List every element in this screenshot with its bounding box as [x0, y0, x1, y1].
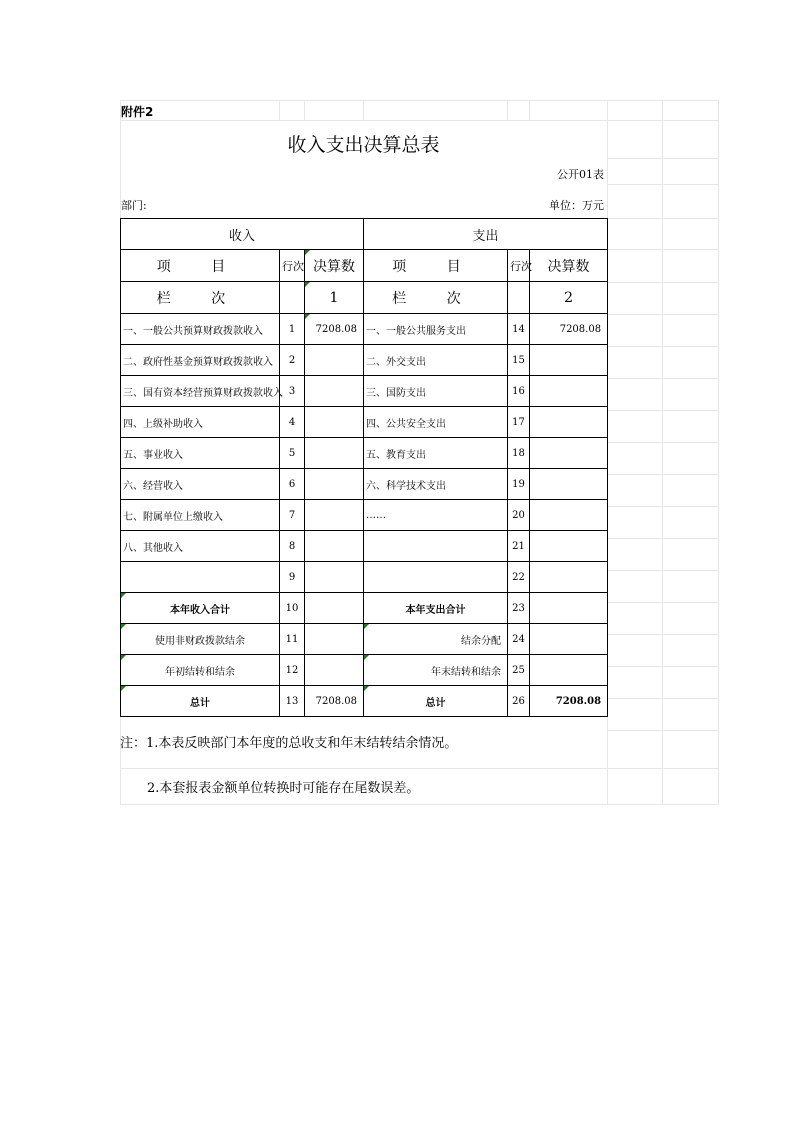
table-row [121, 624, 608, 655]
gridline [120, 768, 719, 769]
expense-line-cell: 17 [508, 407, 530, 438]
income-item-cell: 总计 [121, 686, 280, 717]
income-item-cell: 七、附属单位上缴收入 [121, 500, 280, 531]
gridline [507, 100, 508, 120]
header-text: 项 目 [156, 258, 244, 275]
expense-amount-cell [530, 469, 608, 500]
empty-cell [508, 282, 530, 314]
table-row [121, 376, 608, 407]
income-item-cell: 本年收入合计 [121, 593, 280, 624]
expense-line-cell: 24 [508, 624, 530, 655]
gridline [279, 100, 280, 120]
expense-item-cell: 本年支出合计 [364, 593, 508, 624]
expense-item-cell: 四、公共安全支出 [364, 407, 508, 438]
table-row [121, 593, 608, 624]
expense-line-cell: 21 [508, 531, 530, 562]
table-row [121, 500, 608, 531]
gridline [607, 378, 719, 379]
expense-item-cell [364, 531, 508, 562]
income-line-cell: 5 [280, 438, 305, 469]
expense-item-cell: 二、外交支出 [364, 345, 508, 376]
income-item-cell: 四、上级补助收入 [121, 407, 280, 438]
expense-line-cell: 22 [508, 562, 530, 593]
table-row [121, 655, 608, 686]
income-expense-table [120, 218, 608, 717]
header-text: 栏 次 [392, 290, 479, 307]
income-line-cell: 13 [280, 686, 305, 717]
gridline [120, 120, 719, 121]
table-row [121, 531, 608, 562]
expense-item-cell: 五、教育支出 [364, 438, 508, 469]
gridline [607, 249, 719, 250]
unit-label: 单位：万元 [549, 199, 604, 212]
expense-line-cell: 20 [508, 500, 530, 531]
expense-line-cell: 18 [508, 438, 530, 469]
table-row [121, 562, 608, 593]
income-line-cell: 8 [280, 531, 305, 562]
expense-amount-cell [530, 655, 608, 686]
income-header: 收入 [121, 219, 364, 250]
income-item-cell: 二、政府性基金预算财政拨款收入 [121, 345, 280, 376]
page-title: 收入支出决算总表 [287, 134, 440, 156]
income-line-cell: 12 [280, 655, 305, 686]
income-item-cell: 六、经营收入 [121, 469, 280, 500]
gridline [120, 100, 719, 101]
gridline [607, 730, 719, 731]
expense-line-cell: 19 [508, 469, 530, 500]
income-line-cell: 2 [280, 345, 305, 376]
note-1: 注：1.本表反映部门本年度的总收支和年末结转结余情况。 [120, 736, 458, 751]
income-amount-cell [305, 376, 364, 407]
table-row [121, 345, 608, 376]
table-body [121, 314, 608, 717]
expense-amount-cell [530, 562, 608, 593]
gridline [607, 158, 719, 159]
expense-amount-cell [530, 345, 608, 376]
gridline [607, 538, 719, 539]
header-text: 栏 次 [156, 290, 244, 307]
expense-line-cell: 15 [508, 345, 530, 376]
income-amount-cell [305, 624, 364, 655]
gridline [607, 698, 719, 699]
gridline [607, 218, 719, 219]
income-line-cell: 11 [280, 624, 305, 655]
gridline [120, 804, 719, 805]
expense-item-cell: …… [364, 500, 508, 531]
expense-amount-cell: 7208.08 [530, 314, 608, 345]
spreadsheet-page [120, 100, 719, 804]
table-row [121, 469, 608, 500]
income-line-cell: 7 [280, 500, 305, 531]
income-line-cell: 3 [280, 376, 305, 407]
gridline [607, 184, 719, 185]
income-amount-cell [305, 562, 364, 593]
income-line-cell: 10 [280, 593, 305, 624]
income-item-cell: 一、一般公共预算财政拨款收入 [121, 314, 280, 345]
column-index-row [121, 282, 608, 314]
income-item-header [121, 250, 280, 282]
expense-item-cell: 结余分配 [364, 624, 508, 655]
expense-amount-cell [530, 376, 608, 407]
expense-amount-cell [530, 500, 608, 531]
income-item-cell: 五、事业收入 [121, 438, 280, 469]
gridline [607, 570, 719, 571]
attachment-label: 附件2 [121, 105, 154, 119]
header-text: 项 目 [392, 258, 479, 275]
expense-item-cell: 一、一般公共服务支出 [364, 314, 508, 345]
note-2: 2.本套报表金额单位转换时可能存在尾数误差。 [147, 781, 420, 796]
gridline [607, 666, 719, 667]
table-row [121, 314, 608, 345]
income-amount-cell [305, 655, 364, 686]
expense-item-header [364, 250, 508, 282]
income-amount-cell [305, 407, 364, 438]
income-line-cell: 9 [280, 562, 305, 593]
expense-line-cell: 16 [508, 376, 530, 407]
expense-item-cell: 三、国防支出 [364, 376, 508, 407]
expense-amount-cell [530, 531, 608, 562]
income-column-label [121, 282, 280, 314]
gridline [607, 602, 719, 603]
income-line-cell: 4 [280, 407, 305, 438]
expense-item-cell: 年末结转和结余 [364, 655, 508, 686]
expense-line-cell: 23 [508, 593, 530, 624]
income-item-cell: 八、其他收入 [121, 531, 280, 562]
table-row [121, 686, 608, 717]
income-line-header: 行次 [280, 250, 305, 282]
table-row [121, 438, 608, 469]
gridline [363, 100, 364, 120]
income-amount-cell [305, 438, 364, 469]
income-line-cell: 6 [280, 469, 305, 500]
income-amount-cell [305, 500, 364, 531]
income-amount-cell [305, 593, 364, 624]
table-subheader-row [121, 250, 608, 282]
expense-amount-cell [530, 624, 608, 655]
gridline [607, 314, 719, 315]
expense-line-cell: 25 [508, 655, 530, 686]
table-header-row [121, 219, 608, 250]
income-amount-cell: 7208.08 [305, 314, 364, 345]
gridline [529, 100, 530, 120]
expense-line-cell: 26 [508, 686, 530, 717]
income-item-cell [121, 562, 280, 593]
form-number: 公开01表 [557, 168, 604, 181]
department-label: 部门: [121, 199, 147, 212]
income-amount-cell [305, 531, 364, 562]
gridline [607, 634, 719, 635]
gridline [607, 474, 719, 475]
income-amount-cell: 7208.08 [305, 686, 364, 717]
income-amount-cell [305, 469, 364, 500]
gridline [607, 282, 719, 283]
empty-cell [280, 282, 305, 314]
expense-amount-cell: 7208.08 [530, 686, 608, 717]
expense-header: 支出 [364, 219, 608, 250]
income-line-cell: 1 [280, 314, 305, 345]
expense-item-cell [364, 562, 508, 593]
expense-amount-cell [530, 438, 608, 469]
expense-column-label [364, 282, 508, 314]
expense-item-cell: 总计 [364, 686, 508, 717]
column-index-1: 1 [305, 282, 364, 314]
expense-amount-header: 决算数 [530, 250, 608, 282]
income-item-cell: 使用非财政拨款结余 [121, 624, 280, 655]
expense-line-header: 行次 [508, 250, 530, 282]
column-index-2: 2 [530, 282, 608, 314]
gridline [607, 442, 719, 443]
gridline [607, 506, 719, 507]
income-amount-cell [305, 345, 364, 376]
table-row [121, 407, 608, 438]
gridline [607, 410, 719, 411]
gridline [607, 346, 719, 347]
expense-amount-cell [530, 593, 608, 624]
expense-line-cell: 14 [508, 314, 530, 345]
income-item-cell: 三、国有资本经营预算财政拨款收入 [121, 376, 280, 407]
gridline [304, 100, 305, 120]
income-item-cell: 年初结转和结余 [121, 655, 280, 686]
income-amount-header: 决算数 [305, 250, 364, 282]
expense-amount-cell [530, 407, 608, 438]
expense-item-cell: 六、科学技术支出 [364, 469, 508, 500]
